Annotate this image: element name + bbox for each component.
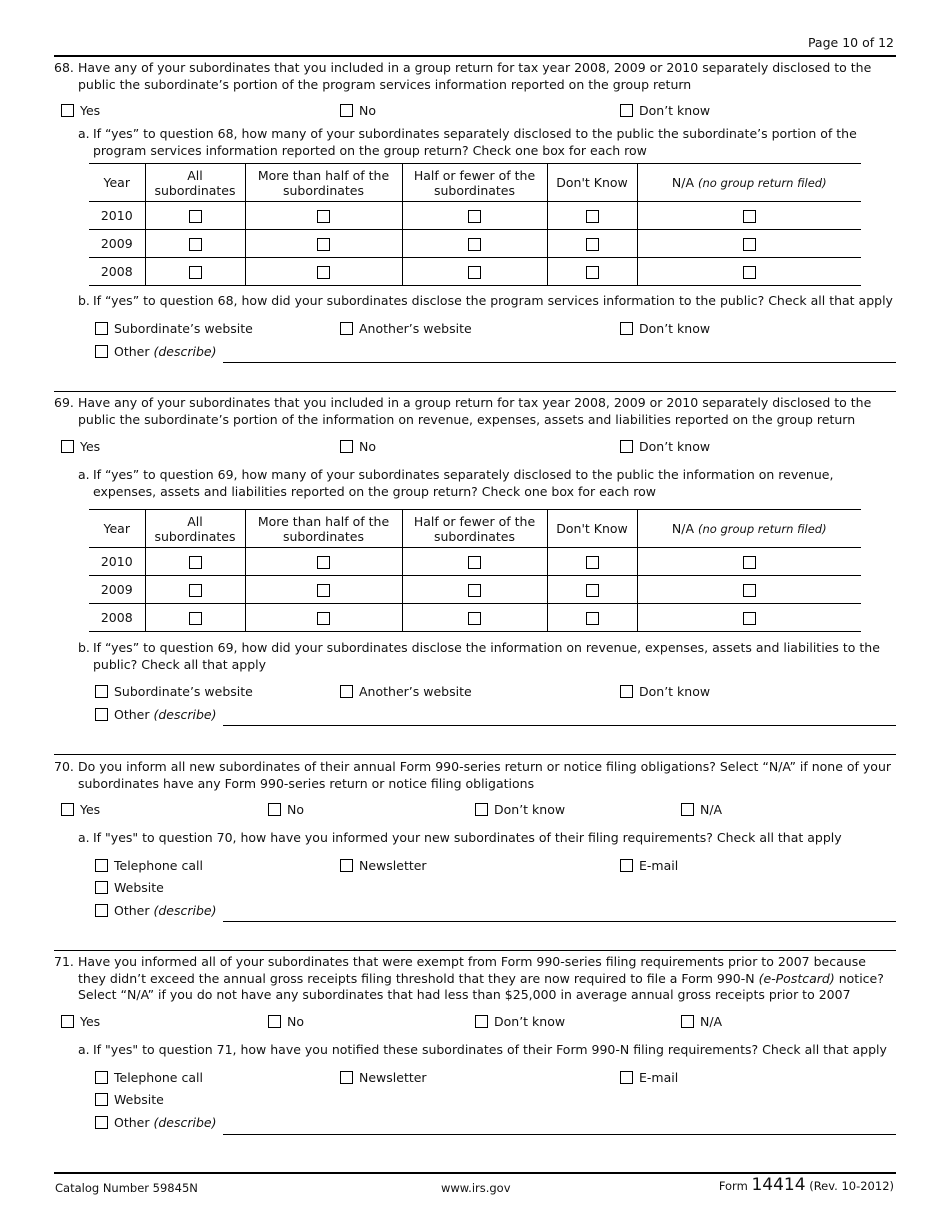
irs-website: www.irs.gov [441, 1181, 511, 1195]
question-69a: a. If “yes” to question 69, how many of your subordinates separately disclosed to the public the information on revenue, expenses, assets and liabilities reported on the group return? Check one box for each row [78, 467, 834, 499]
checkbox[interactable] [317, 238, 330, 251]
question-68b: b. If “yes” to question 68, how did your subordinates disclose the program services information to the public? Check all that apply [78, 293, 893, 308]
catalog-number: Catalog Number 59845N [55, 1181, 198, 1195]
q68-other-option[interactable]: Other (describe) [95, 344, 217, 359]
checkbox[interactable] [340, 322, 353, 335]
checkbox[interactable] [268, 803, 281, 816]
q70-website-option[interactable]: Website [95, 880, 164, 895]
col-dont-know: Don't Know [547, 164, 637, 202]
q70-dont-know-option[interactable]: Don’t know [475, 802, 565, 817]
checkbox[interactable] [340, 859, 353, 872]
checkbox[interactable] [95, 881, 108, 894]
q68-dont-know-option[interactable]: Don’t know [620, 103, 710, 118]
q71-telephone-option[interactable]: Telephone call [95, 1070, 203, 1085]
checkbox[interactable] [317, 266, 330, 279]
question-71: 71. Have you informed all of your subordinates that were exempt from Form 990-series filing requirements prior to 2007 because they didn’t exceed the annual gross receipts filing threshold that they are now required to file a Form 990-N (e-Postcard) notice? Select “N/A” if you do not have any subordinates that had less than $25,000 in average annual gross receipts prior to 2007 [54, 954, 884, 1002]
checkbox[interactable] [189, 612, 202, 625]
checkbox[interactable] [95, 1116, 108, 1129]
form-id: Form 14414 (Rev. 10-2012) [718, 1175, 894, 1195]
q69-another-website-option[interactable]: Another’s website [340, 684, 472, 699]
checkbox[interactable] [586, 612, 599, 625]
checkbox[interactable] [468, 266, 481, 279]
checkbox[interactable] [189, 584, 202, 597]
checkbox[interactable] [620, 685, 633, 698]
checkbox[interactable] [468, 612, 481, 625]
question-69b: b. If “yes” to question 69, how did your subordinates disclose the information on revenue, expenses, assets and liabilities to the public? Check all that apply [78, 640, 880, 672]
q70-no-option[interactable]: No [268, 802, 304, 817]
q68b-dont-know-option[interactable]: Don’t know [620, 321, 710, 336]
checkbox[interactable] [586, 238, 599, 251]
form-number: 14414 [751, 1175, 806, 1195]
col-all: All subordinates [145, 164, 245, 202]
q69-dont-know-option[interactable]: Don’t know [620, 439, 710, 454]
checkbox[interactable] [189, 238, 202, 251]
footer-rule [54, 1172, 896, 1174]
section-divider [54, 391, 896, 392]
q68-subordinates-table [89, 163, 861, 286]
checkbox[interactable] [620, 440, 633, 453]
question-70: 70. Do you inform all new subordinates of their annual Form 990-series return or notice filing obligations? Select “N/A” if none of your subordinates have any Form 990-series return or notice filing obligations [54, 759, 892, 791]
table-row: 2010 [89, 202, 861, 230]
section-divider [54, 754, 896, 755]
q71-yes-option[interactable]: Yes [61, 1014, 100, 1029]
q70-other-describe-line[interactable] [223, 921, 896, 922]
checkbox[interactable] [317, 584, 330, 597]
checkbox[interactable] [620, 322, 633, 335]
checkbox[interactable] [586, 556, 599, 569]
checkbox[interactable] [95, 904, 108, 917]
question-70a: a. If "yes" to question 70, how have you informed your new subordinates of their filing requirements? Check all that apply [78, 830, 842, 845]
col-more-half: More than half of the subordinates [245, 164, 402, 202]
question-69: 69. Have any of your subordinates that you included in a group return for tax year 2008, 2009 or 2010 separately disclosed to the public the subordinate’s portion of the information on revenue, expenses, assets and liabilities reported on the group return [54, 395, 872, 427]
question-68 [54, 60, 896, 93]
q68-sub-website-option[interactable]: Subordinate’s website [95, 321, 253, 336]
q68-dont-know-checkbox[interactable] [620, 104, 633, 117]
checkbox[interactable] [743, 238, 756, 251]
checkbox[interactable] [743, 556, 756, 569]
checkbox[interactable] [340, 440, 353, 453]
checkbox[interactable] [743, 612, 756, 625]
checkbox[interactable] [620, 859, 633, 872]
table-row: 2009 [89, 230, 861, 258]
table-header-row: Year All subordinates More than half of the subordinates Half or fewer of the subordinates Don't Know N/A (no group return filed) [89, 510, 861, 548]
checkbox[interactable] [95, 708, 108, 721]
q69-other-option[interactable]: Other (describe) [95, 707, 217, 722]
q69-subordinates-table [89, 509, 861, 632]
checkbox[interactable] [468, 238, 481, 251]
checkbox[interactable] [317, 210, 330, 223]
q69-yes-option[interactable]: Yes [61, 439, 100, 454]
table-row: 2008 [89, 604, 861, 632]
checkbox[interactable] [95, 322, 108, 335]
checkbox[interactable] [340, 685, 353, 698]
checkbox[interactable] [61, 440, 74, 453]
checkbox[interactable] [317, 612, 330, 625]
question-text: Have any of your subordinates that you included in a group return for tax year 2008, 2009 or 2010 separately disclosed to the public the subordinate’s portion of the program services information reported on the group return [78, 60, 872, 92]
col-na: N/A (no group return filed) [637, 164, 861, 202]
q68-no-checkbox[interactable] [340, 104, 353, 117]
checkbox[interactable] [681, 803, 694, 816]
checkbox[interactable] [743, 266, 756, 279]
page-number: Page 10 of 12 [807, 35, 894, 50]
q68-another-website-option[interactable]: Another’s website [340, 321, 472, 336]
col-half-fewer: Half or fewer of the subordinates [402, 164, 547, 202]
checkbox[interactable] [95, 1071, 108, 1084]
checkbox[interactable] [61, 803, 74, 816]
checkbox[interactable] [468, 584, 481, 597]
checkbox[interactable] [475, 803, 488, 816]
q68-no-option[interactable]: No [340, 103, 376, 118]
q68-yes-checkbox[interactable] [61, 104, 74, 117]
checkbox[interactable] [475, 1015, 488, 1028]
q70-email-option[interactable]: E-mail [620, 858, 678, 873]
checkbox[interactable] [317, 556, 330, 569]
col-year: Year [89, 164, 145, 202]
q69-sub-website-option[interactable]: Subordinate’s website [95, 684, 253, 699]
q70-telephone-option[interactable]: Telephone call [95, 858, 203, 873]
checkbox[interactable] [586, 210, 599, 223]
q70-na-option[interactable]: N/A [681, 802, 722, 817]
checkbox[interactable] [468, 556, 481, 569]
checkbox[interactable] [95, 685, 108, 698]
checkbox[interactable] [95, 859, 108, 872]
checkbox[interactable] [189, 266, 202, 279]
q70-newsletter-option[interactable]: Newsletter [340, 858, 427, 873]
question-71a: a. If "yes" to question 71, how have you notified these subordinates of their Form 990-N filing requirements? Check all that apply [78, 1042, 887, 1057]
checkbox[interactable] [586, 584, 599, 597]
q71-dont-know-option[interactable]: Don’t know [475, 1014, 565, 1029]
q70-yes-option[interactable]: Yes [61, 802, 100, 817]
checkbox[interactable] [681, 1015, 694, 1028]
checkbox[interactable] [340, 1071, 353, 1084]
q71-other-describe-line[interactable] [223, 1134, 896, 1135]
checkbox[interactable] [189, 210, 202, 223]
checkbox[interactable] [586, 266, 599, 279]
q69b-dont-know-option[interactable]: Don’t know [620, 684, 710, 699]
checkbox[interactable] [95, 345, 108, 358]
q71-na-option[interactable]: N/A [681, 1014, 722, 1029]
q69-other-describe-line[interactable] [223, 725, 896, 726]
checkbox[interactable] [620, 1071, 633, 1084]
q70-other-option[interactable]: Other (describe) [95, 903, 217, 918]
q71-website-option[interactable]: Website [95, 1092, 164, 1107]
q71-other-option[interactable]: Other (describe) [95, 1115, 217, 1130]
checkbox[interactable] [468, 210, 481, 223]
table-row: 2010 [89, 548, 861, 576]
header-rule [54, 55, 896, 57]
checkbox[interactable] [743, 584, 756, 597]
q68-yes-option[interactable]: Yes [61, 103, 100, 118]
q71-email-option[interactable]: E-mail [620, 1070, 678, 1085]
q71-newsletter-option[interactable]: Newsletter [340, 1070, 427, 1085]
table-row: 2009 [89, 576, 861, 604]
checkbox[interactable] [189, 556, 202, 569]
checkbox[interactable] [95, 1093, 108, 1106]
checkbox[interactable] [743, 210, 756, 223]
section-divider [54, 950, 896, 951]
table-header-row [89, 164, 861, 202]
q71-no-option[interactable]: No [268, 1014, 304, 1029]
question-number: 68. [54, 60, 74, 75]
q68-other-describe-line[interactable] [223, 362, 896, 363]
checkbox[interactable] [268, 1015, 281, 1028]
question-68a: a. If “yes” to question 68, how many of your subordinates separately disclosed to the public the subordinate’s portion of the program services information reported on the group return? Check one box for each row [78, 126, 857, 158]
table-row: 2008 [89, 258, 861, 286]
q69-no-option[interactable]: No [340, 439, 376, 454]
checkbox[interactable] [61, 1015, 74, 1028]
form-revision: (Rev. 10-2012) [809, 1179, 894, 1193]
